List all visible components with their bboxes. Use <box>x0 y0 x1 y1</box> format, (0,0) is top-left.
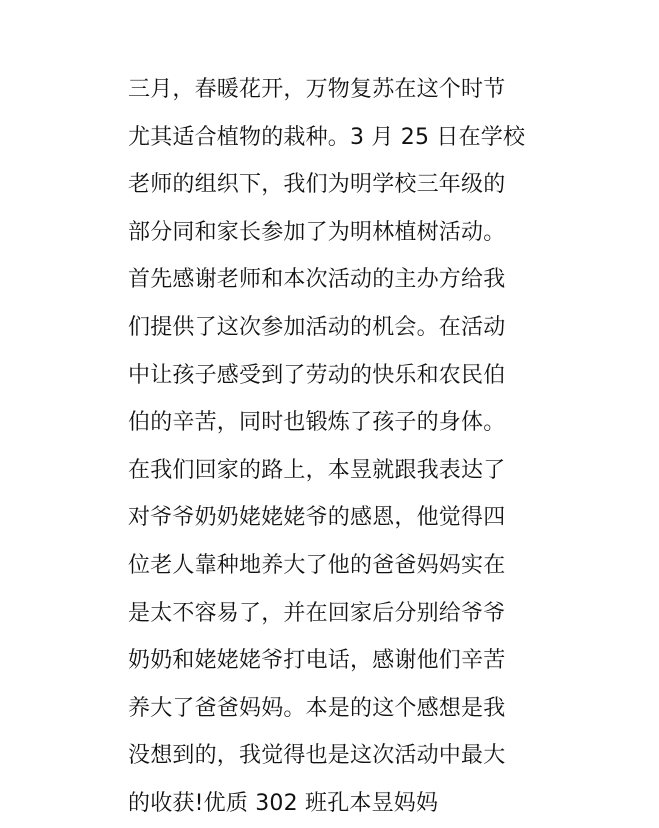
text-line: 老师的组织下，我们为明学校三年级的 <box>128 172 506 198</box>
text-line: 三月，春暖花开，万物复苏在这个时节 <box>128 77 506 102</box>
text-line: 首先感谢老师和本次活动的主办方给我 <box>128 267 506 293</box>
text-line: 尤其适合植物的栽种。3 月 25 日在学校 <box>128 124 526 150</box>
text-line: 养大了爸爸妈妈。本是的这个感想是我 <box>128 695 506 721</box>
text-line: 伯的辛苦，同时也锻炼了孩子的身体。 <box>128 410 506 436</box>
body-text <box>128 66 548 828</box>
text-line: 的收获!优质 302 班孔本昱妈妈 <box>128 790 439 816</box>
text-line: 奶奶和姥姥姥爷打电话，感谢他们辛苦 <box>128 648 506 674</box>
text-line: 没想到的，我觉得也是这次活动中最大 <box>128 743 506 769</box>
text-line: 位老人靠种地养大了他的爸爸妈妈实在 <box>128 552 506 578</box>
text-line: 对爷爷奶奶姥姥姥爷的感恩，他觉得四 <box>128 505 506 531</box>
text-line: 在我们回家的路上，本昱就跟我表达了 <box>128 457 506 483</box>
text-line: 部分同和家长参加了为明林植树活动。 <box>128 219 506 245</box>
text-line: 们提供了这次参加活动的机会。在活动 <box>128 314 506 340</box>
text-line: 中让孩子感受到了劳动的快乐和农民伯 <box>128 362 506 388</box>
text-line: 是太不容易了，并在回家后分别给爷爷 <box>128 600 506 626</box>
